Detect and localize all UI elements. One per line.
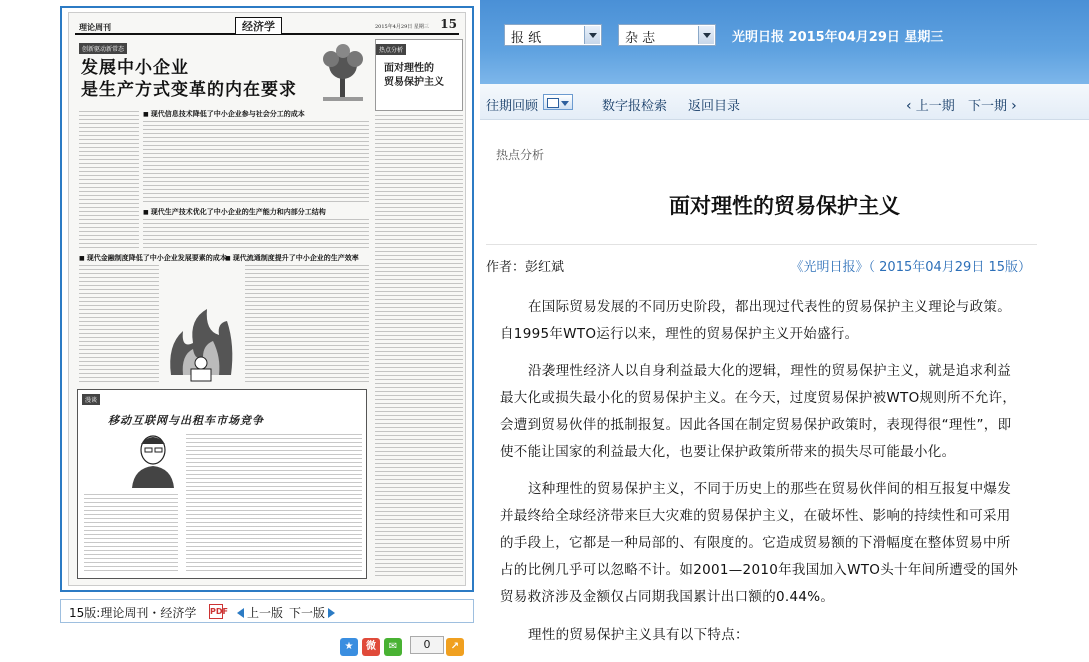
section-3-text[interactable] [79,265,159,383]
sub-heading-1: ■ 现代信息技术降低了中小企业参与社会分工的成本 [143,109,305,119]
issue-date-line: 光明日报 2015年04月29日 星期三 [732,30,944,45]
qzone-share-icon[interactable]: ★ [340,638,358,656]
masthead-name: 理论周刊 [79,22,111,32]
chevron-left-icon: ‹ [906,98,912,114]
prev-page-label: 上一版 [247,606,284,620]
hot-analysis-title-line-2: 贸易保护主义 [384,77,444,88]
masthead-section: 经济学 [235,17,282,35]
author-portrait [128,430,178,488]
hot-analysis-title [384,62,444,90]
page-label[interactable]: 15版:理论周刊・经济学 [69,606,197,620]
masthead-date: 2015年4月29日 星期三 [375,24,429,30]
column-box-title: 移动互联网与出租车市场竞争 [108,414,264,427]
paper-type-select[interactable] [504,24,602,46]
next-page-label: 下一版 [289,606,326,620]
return-toc-link[interactable]: 返回目录 [688,99,741,114]
column-box-text-left [84,494,178,574]
arrow-right-icon [328,608,335,618]
sub-heading-4: ■ 现代流通制度提升了中小企业的生产效率 [225,253,359,263]
section-1-text[interactable] [143,121,369,203]
pdf-icon[interactable]: PDF [209,604,223,619]
like-counter[interactable]: 0 [410,636,444,654]
main-headline[interactable] [81,57,297,101]
prev-issue-label: 上一期 [915,99,955,114]
paper-type-value: 报 纸 [511,31,542,46]
article-title: 面对理性的贸易保护主义 [669,194,900,218]
article-paragraph: 理性的贸易保护主义具有以下特点： [528,627,749,643]
article-paragraph: 在国际贸易发展的不同历史阶段，都出现过代表性的贸易保护主义理论与政策。自1995年WTO运行以来，理性的贸易保护主义开始盛行。 [500,299,1011,342]
hot-analysis-body-text[interactable] [375,115,463,579]
main-headline-tag: 创新驱动新常态 [79,43,127,54]
article-source-link[interactable]: 《光明日报》（ 2015年04月29日 15版） [790,260,1031,275]
issue-nav-bar [480,84,1089,120]
newspaper-page-image[interactable] [68,12,466,586]
main-headline-line-2: 是生产方式变革的内在要求 [81,80,297,100]
hot-analysis-tag: 热点分析 [376,44,406,55]
title-divider [486,244,1037,245]
article-panel [480,120,1089,662]
intro-column-text[interactable] [79,111,139,251]
sub-heading-2: ■ 现代生产技术优化了中小企业的生产能力和内部分工结构 [143,207,326,217]
column-box-text-right [186,434,362,574]
page-toolbar [60,599,474,623]
section-4-text[interactable] [245,265,369,383]
article-author: 作者：彭红斌 [486,260,565,275]
chevron-right-icon: › [1011,98,1017,114]
main-headline-line-1: 发展中小企业 [81,58,189,78]
digital-search-link[interactable]: 数字报检索 [602,99,668,114]
article-paragraph: 沿袭理性经济人以自身利益最大化的逻辑，理性的贸易保护主义，就是追求利益最大化或损失最小化的贸易保护主义。在今天，过度贸易保护被WTO规则所不允许，会遭到贸易伙伴的抵制报复。因此各国在制定贸易保护政策时，表现得很“理性”，即使不能让国家的利益最大化，也要让保护政策所带来的损失尽可能最小化。 [500,363,1017,460]
page-masthead [75,17,459,35]
past-review-link[interactable]: 往期回顾 [486,99,539,114]
weibo-share-icon[interactable]: 微 [362,638,380,656]
chevron-down-icon [584,26,600,44]
column-box[interactable] [77,389,367,579]
chevron-down-icon [698,26,714,44]
tree-illustration [313,43,373,105]
magazine-select[interactable] [618,24,716,46]
next-issue-label: 下一期 [968,99,1008,114]
next-issue-link[interactable] [968,95,1017,114]
newspaper-page-frame [60,6,474,592]
article-paragraph: 这种理性的贸易保护主义，不同于历史上的那些在贸易伙伴间的相互报复中爆发并最终给全球经济带来巨大灾难的贸易保护主义，在破坏性、影响的持续性和可采用的手段上，它都是一种局部的、有限度的。它造成贸易额的下滑幅度在整体贸易中所占的比例几乎可以忽略不计。如2001—2010年我国加入WTO头十年间所遭受的国外贸易救济涉及金额仅占同期我国累计出口额的0.44%。 [500,481,1019,605]
calendar-icon[interactable] [543,94,573,110]
cartoon-illustration [161,305,241,385]
site-header [480,0,1089,120]
masthead-page-number: 15 [440,17,457,31]
hot-analysis-box[interactable] [375,39,463,111]
wechat-share-icon[interactable]: ✉ [384,638,402,656]
header-banner [480,0,1089,84]
more-share-icon[interactable]: ↗ [446,638,464,656]
page-view-panel [0,0,480,662]
article-section: 热点分析 [496,148,545,162]
arrow-left-icon [237,608,244,618]
hot-analysis-title-line-1: 面对理性的 [384,63,434,74]
sub-heading-3: ■ 现代金融制度降低了中小企业发展要素的成本 [79,253,227,263]
magazine-value: 杂 志 [625,31,656,46]
prev-page-link[interactable] [237,604,283,621]
section-2-text[interactable] [143,219,369,249]
next-page-link[interactable] [289,604,335,621]
column-box-tag: 漫谈 [82,394,100,405]
prev-issue-link[interactable] [906,95,955,114]
